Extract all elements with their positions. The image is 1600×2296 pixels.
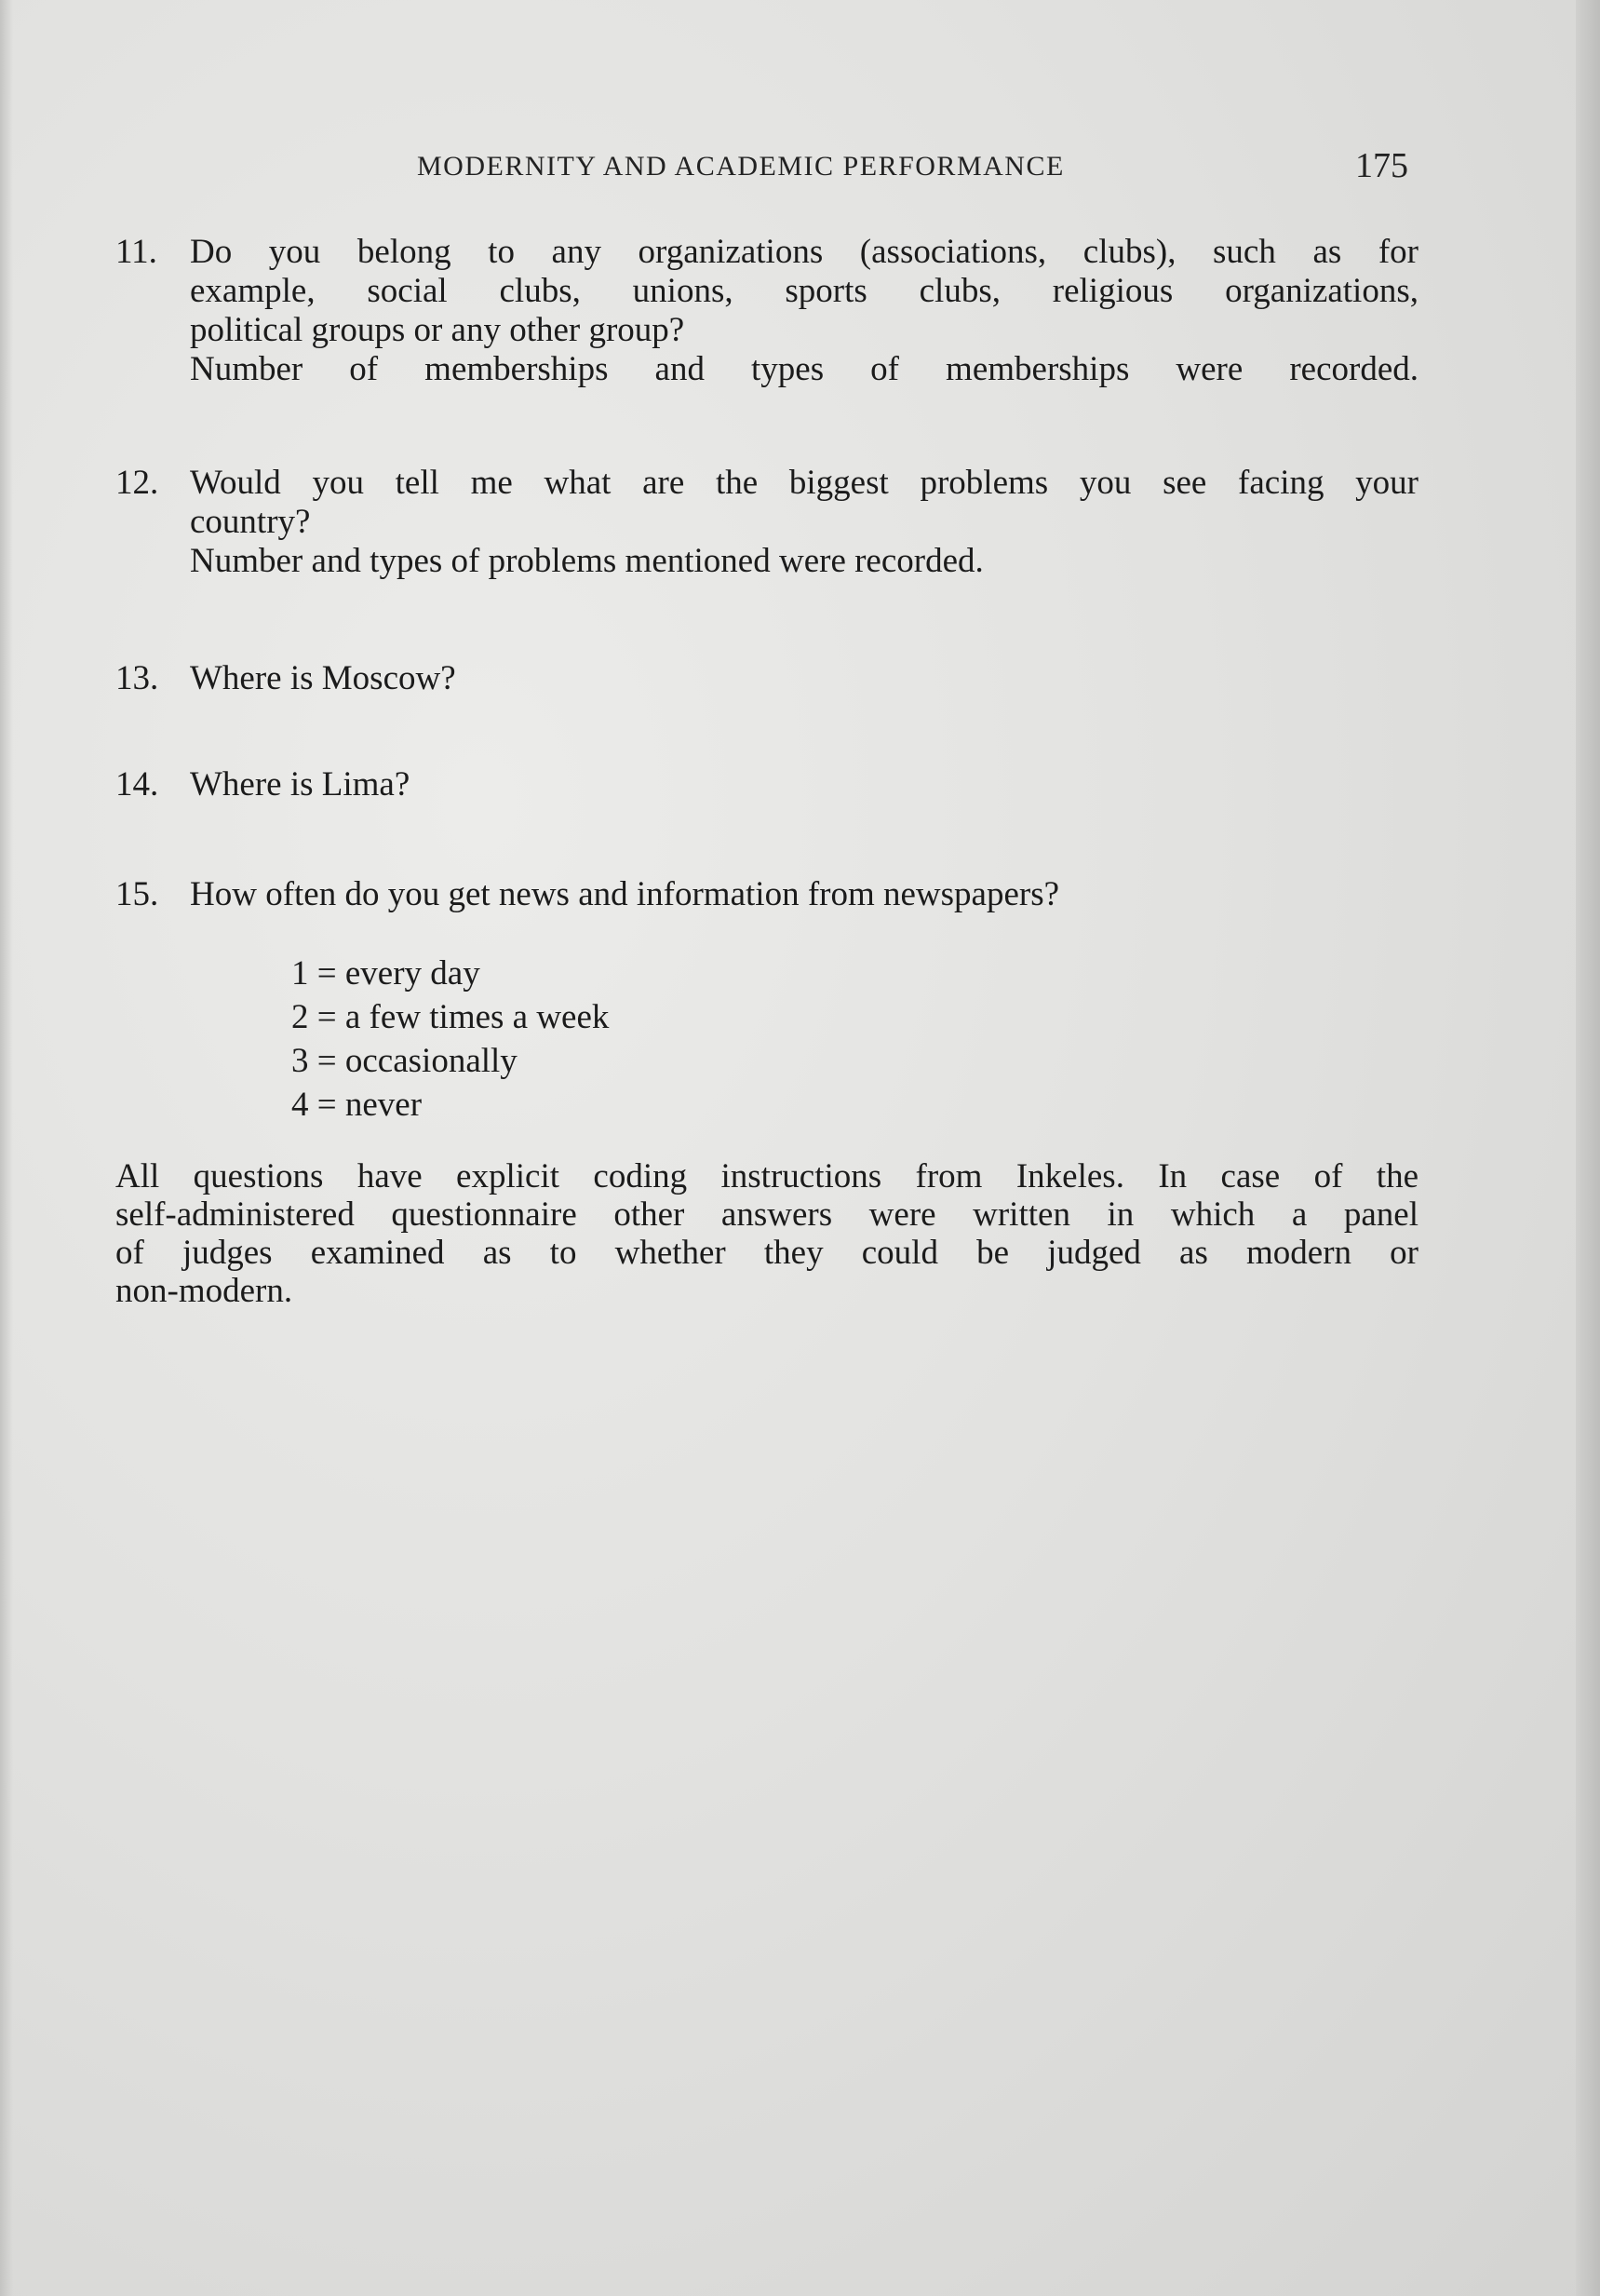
page-number: 175	[1355, 146, 1408, 185]
answer-option: 3 = occasionally	[291, 1042, 518, 1080]
recording-note: Number of memberships and types of memberships were recorded.	[190, 350, 1418, 388]
question-15	[115, 875, 1418, 914]
answer-options	[291, 952, 609, 1127]
closing-line: non-modern.	[115, 1272, 293, 1310]
closing-line: of judges examined as to whether they could be judged as modern or	[115, 1234, 1418, 1272]
question-number: 13.	[115, 659, 159, 697]
question-line: country?	[190, 503, 311, 541]
recording-note: Number and types of problems mentioned were recorded.	[190, 542, 984, 580]
question-text	[190, 875, 1418, 914]
question-13	[115, 659, 1418, 698]
question-line: political groups or any other group?	[190, 311, 685, 349]
page-shadow-left	[0, 0, 13, 2296]
question-14	[115, 765, 1418, 804]
answer-option: 1 = every day	[291, 954, 480, 993]
question-number: 14.	[115, 765, 159, 804]
question-number: 12.	[115, 464, 159, 502]
closing-paragraph	[115, 1157, 1418, 1310]
question-line: Where is Moscow?	[190, 659, 456, 697]
running-head: MODERNITY AND ACADEMIC PERFORMANCE	[417, 151, 1065, 182]
question-number: 15.	[115, 875, 159, 913]
question-text	[190, 464, 1418, 581]
question-line: example, social clubs, unions, sports clubs, religious organizations,	[190, 272, 1418, 310]
question-line: How often do you get news and information from newspapers?	[190, 875, 1060, 913]
question-text	[190, 659, 1418, 698]
page-shadow-right	[1576, 0, 1600, 2296]
question-line: Would you tell me what are the biggest problems you see facing your	[190, 464, 1418, 502]
question-text	[190, 765, 1418, 804]
question-12	[115, 464, 1418, 581]
question-11	[115, 233, 1418, 389]
question-number: 11.	[115, 233, 157, 271]
closing-line: self-administered questionnaire other answers were written in which a panel	[115, 1195, 1418, 1234]
closing-line: All questions have explicit coding instructions from Inkeles. In case of the	[115, 1157, 1418, 1195]
answer-option: 2 = a few times a week	[291, 998, 610, 1036]
question-line: Do you belong to any organizations (associations, clubs), such as for	[190, 233, 1418, 271]
question-line: Where is Lima?	[190, 765, 410, 804]
answer-option: 4 = never	[291, 1086, 423, 1124]
question-text	[190, 233, 1418, 389]
